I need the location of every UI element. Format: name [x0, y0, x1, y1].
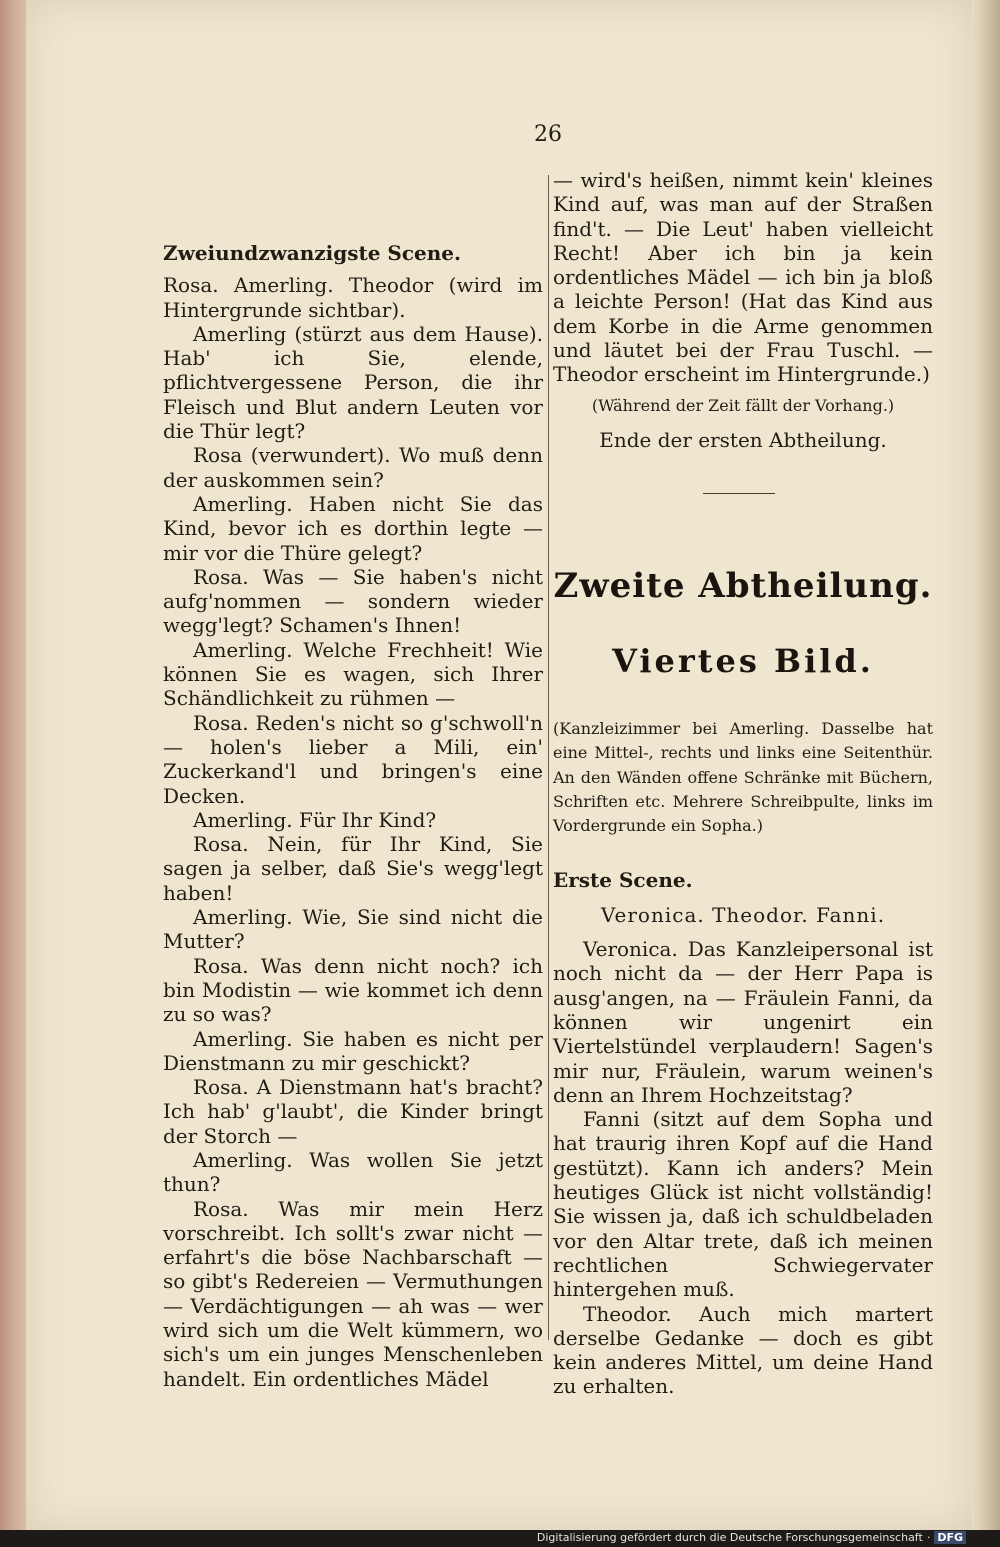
footer-text: Digitalisierung gefördert durch die Deutsche Forschungsgemeinschaft — [536, 1531, 923, 1544]
left-column — [163, 211, 543, 1391]
paragraph-heading: Zweiundzwanzigste Scene. — [163, 241, 461, 265]
right-column-top — [553, 168, 933, 452]
paragraph-speech: Amerling. Sie haben es nicht per Dienstmann zu mir geschickt? — [163, 1026, 543, 1075]
paragraph-speech: Rosa. Reden's nicht so g'schwoll'n — holen's lieber a Mili, ein' Zuckerkand'l und bringen's eine Decken. — [163, 710, 543, 808]
act-heading: Zweite Abtheilung. — [553, 566, 933, 606]
right-column-bottom — [553, 717, 933, 1399]
paragraph-speech: Rosa. Was — Sie haben's nicht aufg'nommen — sondern wieder wegg'legt? Schamen's Ihnen! — [163, 564, 543, 638]
book-edge-left — [0, 0, 26, 1530]
scene-picture-heading: Viertes Bild. — [612, 642, 874, 680]
dfg-logo: DFG — [934, 1531, 966, 1544]
paragraph-speech: Rosa. Nein, für Ihr Kind, Sie sagen ja selber, daß Sie's wegg'legt haben! — [163, 832, 543, 905]
paragraph-cast-center: Veronica. Theodor. Fanni. — [600, 902, 886, 927]
paragraph-stage-block: (Kanzleizimmer bei Amerling. Dasselbe hat eine Mittel-, rechts und links eine Seitenthür. An den Wänden offene Schränke mit Büchern, Schriften etc. Mehrere Schreibpulte, links im Vordergrunde ein Sopha.) — [553, 719, 933, 836]
paragraph-speech: Amerling. Was wollen Sie jetzt thun? — [163, 1147, 543, 1197]
paragraph-speech: Veronica. Das Kanzleipersonal ist noch nicht da — der Herr Papa is ausg'angen, na — Fräulein Fanni, da können wir ungenirt ein Viertelstündel verplaudern! Sagen's mir nur, Fräulein, warum weinen's denn an Ihrem Hochzeitstag? — [553, 937, 933, 1107]
paragraph-plain: — wird's heißen, nimmt kein' kleines Kind auf, was man auf der Straßen find't. — Die Leut' haben vielleicht Recht! Aber ich bin ja kein ordentliches Mädel — ich bin ja bloß a leichte Person! (Hat das Kind aus dem Korbe in die Arme genommen und läutet bei der Frau Tuschl. — Theodor erscheint im Hintergrunde.) — [553, 168, 933, 387]
paragraph-speech: Theodor. Auch mich martert derselbe Gedanke — doch es gibt kein anderes Mittel, um deine Hand zu erhalten. — [553, 1301, 933, 1399]
page-number: 26 — [534, 122, 562, 147]
paragraph-speech: Rosa. Was mir mein Herz vorschreibt. Ich sollt's zwar nicht — erfahrt's die böse Nachbarschaft — so gibt's Redereien — Vermuthungen — Verdächtigungen — ah was — wer wird sich um die Welt kümmern, wo sich's um ein junges Menschenleben handelt. Ein ordentliches Mädel — [163, 1196, 543, 1391]
column-divider — [548, 175, 549, 1340]
paragraph-stage-center: (Während der Zeit fällt der Vorhang.) — [591, 395, 895, 415]
paragraph-speech: Amerling. Für Ihr Kind? — [193, 807, 437, 832]
paragraph-speech: Amerling. Welche Frechheit! Wie können Sie es wagen, sich Ihrer Schändlichkeit zu rühmen — — [163, 637, 543, 711]
paragraph-speech: Rosa. Was denn nicht noch? ich bin Modistin — wie kommet ich denn zu so was? — [163, 953, 543, 1027]
paragraph-speech: Rosa. A Dienstmann hat's bracht? Ich hab' g'laubt', die Kinder bringt der Storch — — [163, 1075, 543, 1148]
paragraph-speech: Amerling (stürzt aus dem Hause). Hab' ich Sie, elende, pflichtvergessene Person, die ihr Fleisch und Blut andern Leuten vor die Thür legt? — [163, 321, 543, 444]
book-page — [26, 0, 972, 1530]
section-rule — [703, 493, 775, 494]
paragraph-speech: Amerling. Wie, Sie sind nicht die Mutter? — [163, 905, 543, 954]
paragraph-cast: Rosa. Amerling. Theodor (wird im Hintergrunde sichtbar). — [163, 273, 543, 322]
paragraph-speech: Amerling. Haben nicht Sie das Kind, bevor ich es dorthin legte — mir vor die Thüre gelegt? — [163, 491, 543, 565]
paragraph-speech: Fanni (sitzt auf dem Sopha und hat traurig ihren Kopf auf die Hand gestützt). Kann ich anders? Mein heutiges Glück ist nicht vollständig! Sie wissen ja, daß ich schuldbeladen vor den Altar trete, daß ich meinen rechtlichen Schwiegervater hintergehen muß. — [553, 1107, 933, 1302]
paragraph-end: Ende der ersten Abtheilung. — [599, 427, 887, 452]
footer-credit: Digitalisierung gefördert durch die Deutsche Forschungsgemeinschaft · DFG — [537, 1529, 966, 1547]
paragraph-heading: Erste Scene. — [553, 868, 693, 893]
paragraph-speech: Rosa (verwundert). Wo muß denn der auskommen sein? — [163, 443, 543, 492]
book-edge-right — [972, 0, 1000, 1530]
